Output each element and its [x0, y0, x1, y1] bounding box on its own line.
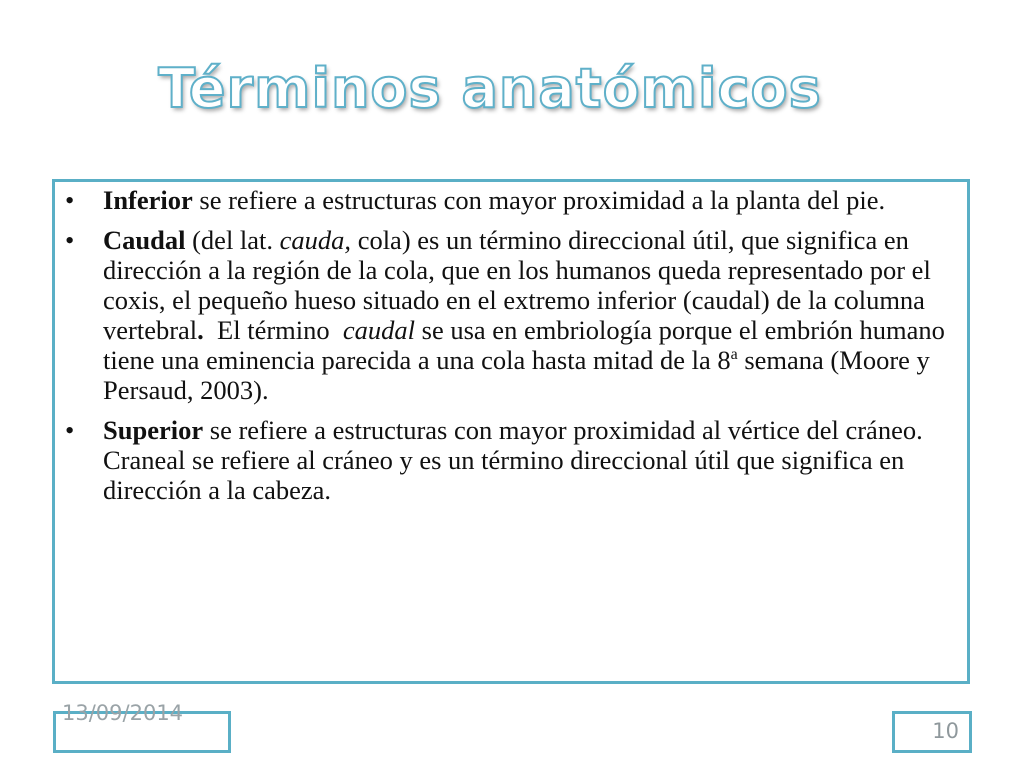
italic-term-caudal: caudal — [342, 315, 416, 345]
bullet-item-caudal — [65, 225, 959, 405]
bullet-text: semana (Moore y Persaud, 2003). — [103, 345, 930, 405]
slide-title: Términos anatómicos — [158, 57, 822, 120]
bullet-icon: • — [65, 225, 75, 255]
bullet-text: se usa en embriología porque el embrión humano tiene una eminencia parecida a una cola hasta mitad de la 8 — [103, 315, 945, 375]
term-inferior: Inferior — [103, 185, 193, 215]
italic-term-cauda: cauda, — [279, 225, 352, 255]
bullet-text: se refiere a estructuras con mayor proximidad a la planta del pie. — [192, 185, 886, 215]
bullet-icon: • — [65, 185, 75, 215]
term-superior: Superior — [103, 415, 204, 445]
ordinal-superscript: a — [730, 346, 738, 364]
bullet-item-superior — [65, 415, 959, 505]
content-box — [52, 179, 970, 684]
bullet-item-inferior — [65, 185, 959, 215]
bold-period: . — [197, 315, 204, 345]
bullet-text: El término — [203, 315, 343, 345]
bullet-icon: • — [65, 415, 75, 445]
term-caudal: Caudal — [103, 225, 186, 255]
bullet-list — [65, 185, 959, 505]
page-number: 10 — [892, 711, 972, 753]
footer-date: 13/09/2014 — [62, 701, 184, 725]
bullet-text: (del lat. — [185, 225, 280, 255]
bullet-text: se refiere a estructuras con mayor proximidad al vértice del cráneo. Craneal se refiere al cráneo y es un término direccional útil que significa en dirección a la cabeza. — [103, 415, 923, 505]
bullet-text: cola) es un término direccional útil, que significa en dirección a la región de la cola, que en los humanos queda representado por el coxis, el pequeño hueso situado en el extremo inferior (caudal) de la columna vertebral — [103, 225, 931, 345]
